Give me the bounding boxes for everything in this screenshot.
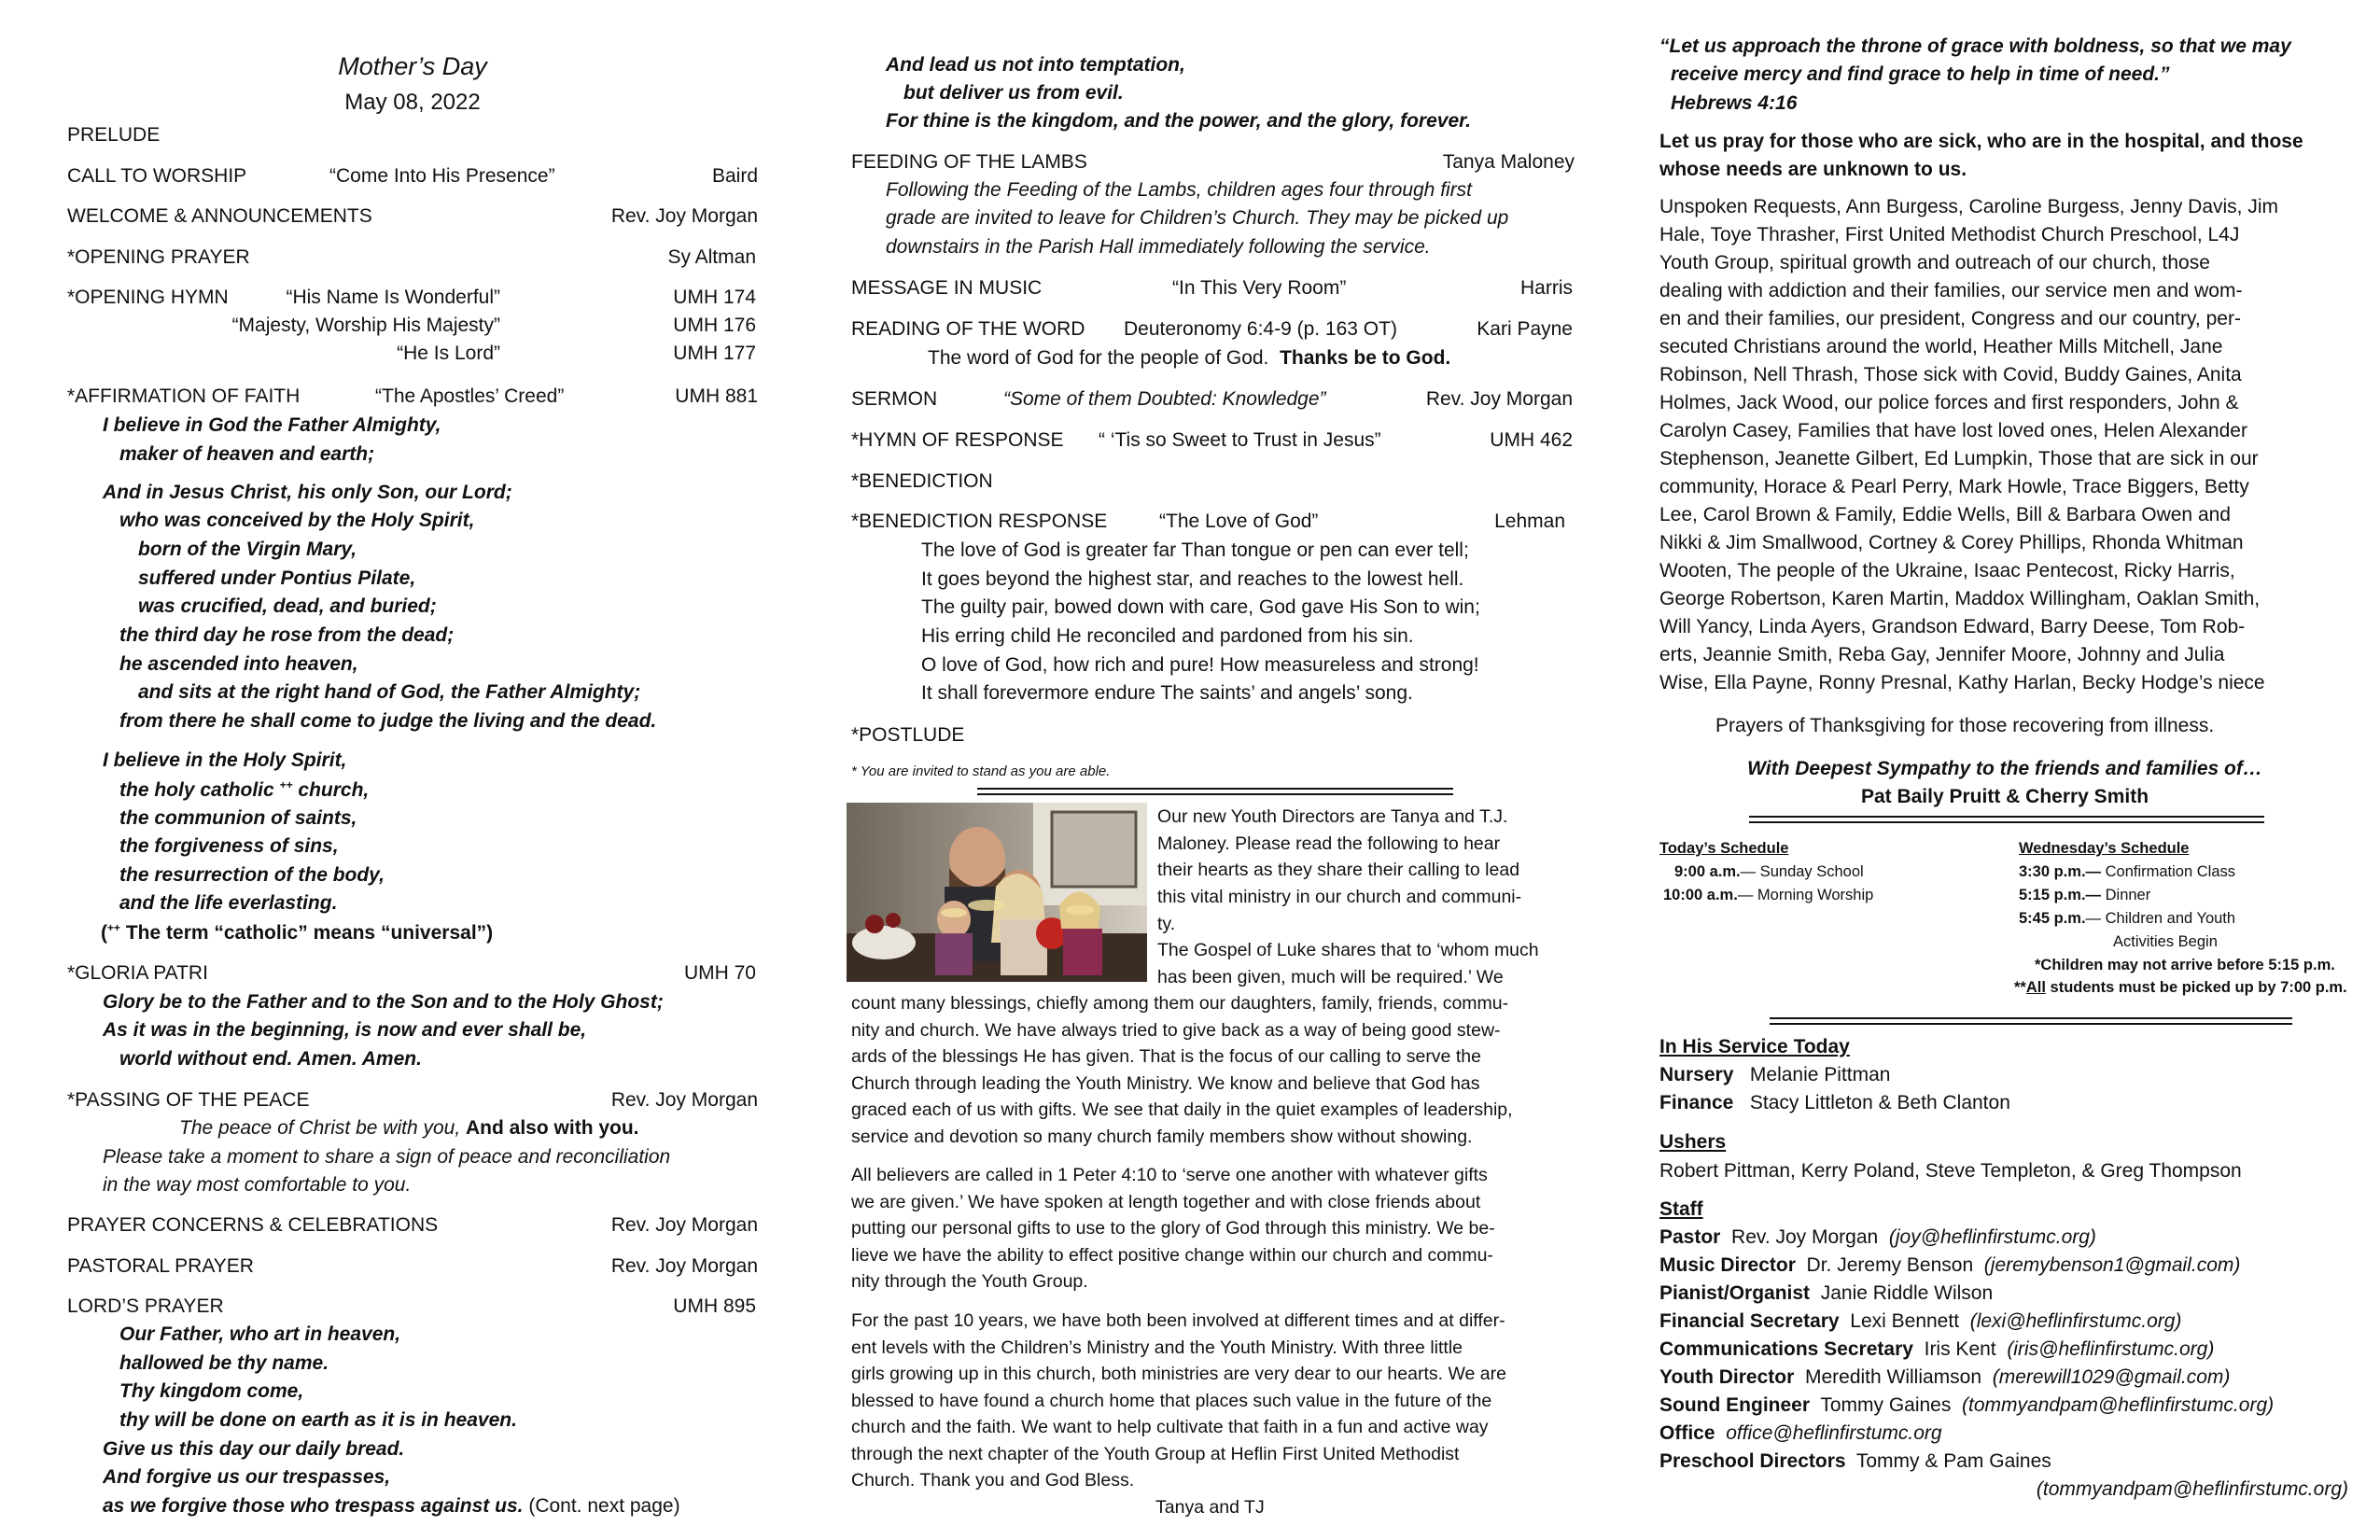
item-leader: UMH 895 — [673, 1295, 756, 1317]
item-label: PRAYER CONCERNS & CELEBRATIONS — [67, 1214, 439, 1236]
creed-line: was crucified, dead, and buried; — [138, 595, 437, 617]
prayer-line: For thine is the kingdom, and the power, and the glory, forever. — [886, 110, 1471, 132]
staff-email: (tommyandpam@heflinfirstumc.org) — [2036, 1478, 2348, 1500]
service-nursery — [1659, 1064, 1890, 1086]
prayer-list-line: Carolyn Casey, Families that have lost loved ones, Helen Alexander — [1659, 420, 2247, 441]
article-line: church and the faith. We want to help cultivate that faith in a fun and active way — [851, 1417, 1489, 1437]
item-label: LORD’S PRAYER — [67, 1295, 224, 1317]
creed-line: the third day he rose from the dead; — [119, 624, 455, 646]
creed-line: maker of heaven and earth; — [119, 443, 375, 465]
staff-role: Music Director — [1659, 1254, 1796, 1276]
article-line: nity and church. We have always tried to give back as a way of being good stew- — [851, 1020, 1501, 1041]
schedule-item — [1674, 863, 1864, 881]
order-item — [67, 1255, 758, 1281]
double-rule — [977, 788, 1453, 795]
creed-line: I believe in God the Father Almighty, — [103, 414, 441, 436]
staff-name: Meredith Williamson — [1804, 1366, 1982, 1388]
service-finance — [1659, 1092, 2010, 1114]
item-title: “In This Very Room” — [1172, 277, 1347, 299]
gloria-line: Glory be to the Father and to the Son and to the Holy Ghost; — [103, 991, 664, 1013]
lambs-line: grade are invited to leave for Children’s Church. They may be picked up — [886, 207, 1509, 229]
prayer-line: hallowed be thy name. — [119, 1352, 329, 1374]
article-line: their hearts as they share their calling to lead — [1157, 860, 1520, 880]
hymn-title: “He Is Lord” — [397, 343, 500, 364]
order-item — [851, 511, 1575, 537]
creed-line: suffered under Pontius Pilate, — [138, 567, 416, 589]
staff-row — [1659, 1226, 2096, 1249]
item-leader: Rev. Joy Morgan — [610, 1089, 758, 1111]
item-label: READING OF THE WORD — [851, 318, 1085, 340]
article-line: putting our personal gifts to use to the glory of God through this ministry. We be- — [851, 1218, 1495, 1239]
article-line: through the next chapter of the Youth Group at Heflin First United Methodist — [851, 1444, 1460, 1464]
prayer-line: And forgive us our trespasses, — [103, 1466, 391, 1488]
article-line: ards of the blessings He has given. That is the focus of our calling to serve the — [851, 1046, 1481, 1067]
order-item — [851, 724, 1575, 750]
double-rule — [1770, 1017, 2292, 1025]
note-emphasis: All — [2025, 979, 2046, 996]
gloria-line: world without end. Amen. Amen. — [119, 1048, 422, 1070]
prayer-list-line: Hale, Toye Thrasher, First United Methodist Church Preschool, L4J — [1659, 224, 2240, 245]
catholic-note — [101, 921, 493, 945]
schedule-note: *Children may not arrive before 5:15 p.m. — [2035, 957, 2335, 973]
article-line: has been given, much will be required.’ We — [1157, 967, 1504, 987]
staff-email: (tommyandpam@heflinfirstumc.org) — [1962, 1394, 2275, 1416]
item-label: *PASSING OF THE PEACE — [67, 1089, 310, 1111]
order-item — [67, 205, 758, 231]
youth-directors-photo — [847, 803, 1147, 982]
staff-role: Sound Engineer — [1659, 1394, 1811, 1416]
staff-role: Communications Secretary — [1659, 1338, 1913, 1360]
wednesday-schedule-title: Wednesday’s Schedule — [2019, 840, 2190, 857]
hymn-title: “Majesty, Worship His Majesty” — [231, 315, 500, 336]
prayer-heading: Let us pray for those who are sick, who are in the hospital, and those — [1659, 131, 2303, 152]
article-line: service and devotion so many church family members show without showing. — [851, 1127, 1473, 1147]
article-line: The Gospel of Luke shares that to ‘whom much — [1157, 940, 1539, 960]
staff-row — [1659, 1254, 2240, 1277]
ushers-names: Robert Pittman, Kerry Poland, Steve Templeton, & Greg Thompson — [1659, 1160, 2242, 1182]
creed-line: And in Jesus Christ, his only Son, our Lord; — [103, 482, 512, 503]
staff-name: Dr. Jeremy Benson — [1806, 1254, 1974, 1276]
double-rule — [1749, 816, 2264, 823]
staff-row — [1659, 1422, 1942, 1445]
article-line: this vital ministry in our church and communi- — [1157, 887, 1522, 907]
today-schedule-title: Today’s Schedule — [1659, 840, 1789, 857]
prayer-line: thy will be done on earth as it is in heaven. — [119, 1409, 517, 1431]
peace-instruction: in the way most comfortable to you. — [103, 1174, 412, 1196]
prayer-text: as we forgive those who trespass against us. — [103, 1495, 524, 1517]
sermon-title: “Some of them Doubted: Knowledge” — [1003, 388, 1326, 410]
creed-line: the forgiveness of sins, — [119, 835, 339, 857]
peace-line — [179, 1117, 639, 1140]
item-leader: Lehman — [1494, 511, 1565, 532]
item-leader: Rev. Joy Morgan — [610, 205, 758, 227]
staff-row — [1659, 1310, 2181, 1333]
hymn-verse-line: It shall forevermore endure The saints’ and angels’ song. — [921, 682, 1413, 704]
item-label: MESSAGE IN MUSIC — [851, 277, 1043, 299]
staff-name: Janie Riddle Wilson — [1820, 1282, 1994, 1304]
order-item-gloria — [67, 962, 758, 988]
reading-call: The word of God for the people of God. — [928, 347, 1269, 369]
reading-response — [928, 347, 1450, 370]
prayer-list-line: Youth Group, spiritual growth and outreach of our church, those — [1659, 252, 2210, 273]
prayer-list-line: Holmes, Jack Wood, our police forces and first responders, John & — [1659, 392, 2239, 413]
item-label: *OPENING HYMN — [67, 287, 229, 308]
staff-role: Youth Director — [1659, 1366, 1795, 1388]
article-line: ty. — [1157, 914, 1176, 934]
article-line: blessed to have found a church home that places such value in the future of the — [851, 1391, 1492, 1411]
page-title: Mother’s Day — [338, 52, 487, 80]
prayer-list-line: Nikki & Jim Smallwood, Cortney & Corey Phillips, Rhonda Whitman — [1659, 532, 2244, 553]
continued-note: (Cont. next page) — [528, 1495, 680, 1517]
prayer-line: but deliver us from evil. — [903, 82, 1124, 104]
order-item-lords-prayer — [67, 1295, 758, 1322]
article-line: lieve we have the ability to effect positive change within our church and commu- — [851, 1245, 1493, 1266]
schedule-time: 10:00 a.m. — [1663, 887, 1738, 903]
article-line: Church. Thank you and God Bless. — [851, 1470, 1135, 1491]
item-label: *AFFIRMATION OF FAITH — [67, 385, 301, 407]
staff-role: Office — [1659, 1422, 1715, 1444]
schedule-time: 9:00 a.m. — [1674, 863, 1741, 880]
prayer-list-line: Wise, Ella Payne, Ronny Presnal, Kathy Harlan, Becky Hodge’s niece — [1659, 672, 2265, 693]
item-leader: Harris — [1520, 277, 1573, 299]
staff-name: Iris Kent — [1924, 1338, 1996, 1360]
creed-line: and the life everlasting. — [119, 892, 338, 914]
creed-line: the communion of saints, — [119, 807, 357, 829]
item-title: “The Love of God” — [1159, 511, 1319, 532]
item-label: FEEDING OF THE LAMBS — [851, 151, 1087, 173]
staff-name: Tommy Gaines — [1820, 1394, 1952, 1416]
peace-instruction: Please take a moment to share a sign of peace and reconciliation — [103, 1146, 671, 1168]
order-item — [67, 246, 758, 273]
thanksgiving-line: Prayers of Thanksgiving for those recovering from illness. — [1715, 715, 2215, 736]
service-name: Stacy Littleton & Beth Clanton — [1749, 1092, 2010, 1113]
prayer-list-line: George Robertson, Karen Martin, Maddox Willingham, Oaklan Smith, — [1659, 588, 2261, 609]
service-title: In His Service Today — [1659, 1036, 1850, 1057]
schedule-event: Dinner — [2101, 887, 2151, 903]
order-item — [67, 1214, 758, 1240]
schedule-time: 5:15 p.m.— — [2019, 887, 2102, 903]
schedule-item — [2019, 863, 2235, 881]
article-line: graced each of us with gifts. We see that daily in the quiet examples of leadership, — [851, 1099, 1513, 1120]
item-label: WELCOME & ANNOUNCEMENTS — [67, 205, 372, 227]
prayer-line — [103, 1495, 680, 1518]
item-leader: Tanya Maloney — [1442, 151, 1575, 173]
item-leader: Rev. Joy Morgan — [1425, 388, 1573, 410]
item-label: SERMON — [851, 388, 938, 410]
hymn-verse-line: It goes beyond the highest star, and reaches to the lowest hell. — [921, 568, 1464, 590]
hymn-title: “His Name Is Wonderful” — [286, 287, 500, 308]
staff-row — [1659, 1282, 1993, 1305]
staff-email: (joy@heflinfirstumc.org) — [1888, 1226, 2096, 1248]
service-date: May 08, 2022 — [344, 90, 481, 115]
order-item-affirmation — [67, 385, 758, 412]
staff-role: Pianist/Organist — [1659, 1282, 1811, 1304]
verse-reference: Hebrews 4:16 — [1671, 92, 1798, 114]
item-label: *BENEDICTION — [851, 470, 993, 492]
item-label: *GLORIA PATRI — [67, 962, 208, 984]
article-line: nity through the Youth Group. — [851, 1271, 1088, 1292]
hymn-verse-line: The love of God is greater far Than tongue or pen can ever tell; — [921, 539, 1469, 561]
item-leader: Rev. Joy Morgan — [610, 1214, 758, 1236]
prayer-list-line: en and their families, our president, Congress and our country, per- — [1659, 308, 2241, 329]
order-item — [851, 388, 1575, 414]
prayer-list-line: Lee, Carol Brown & Family, Eddie Wells, Bill & Barbara Owen and — [1659, 504, 2231, 525]
creed-text-part: the holy catholic — [119, 779, 274, 801]
schedule-event: — Morning Worship — [1737, 887, 1874, 903]
staff-row — [1659, 1366, 2230, 1389]
stand-note: * You are invited to stand as you are able. — [851, 763, 1111, 779]
schedule-item — [1663, 887, 1873, 904]
prayer-list-line: community, Horace & Pearl Perry, Mark Howle, Trace Biggers, Betty — [1659, 476, 2249, 497]
note-text: students must be picked up by 7:00 p.m. — [2045, 979, 2347, 996]
ushers-title: Ushers — [1659, 1131, 1727, 1153]
service-role: Finance — [1659, 1092, 1734, 1113]
sympathy-heading: With Deepest Sympathy to the friends and families of… — [1747, 758, 2262, 779]
note-mark: ** — [2014, 979, 2026, 996]
prayer-line: Give us this day our daily bread. — [103, 1438, 405, 1460]
peace-response: And also with you. — [466, 1117, 639, 1139]
schedule-time: 3:30 p.m.— — [2019, 863, 2102, 880]
staff-row — [1659, 1450, 2051, 1473]
staff-role: Pastor — [1659, 1226, 1721, 1248]
prayer-line: Our Father, who art in heaven, — [119, 1323, 401, 1345]
hymn-verse-line: The guilty pair, bowed down with care, God gave His Son to win; — [921, 596, 1480, 618]
article-line: girls growing up in this church, both ministries are very dear to our hearts. We are — [851, 1364, 1506, 1384]
prayer-list-line: Will Yancy, Linda Ayers, Grandson Edward, Barry Deese, Tom Rob- — [1659, 616, 2246, 637]
prayer-heading: whose needs are unknown to us. — [1659, 159, 1967, 180]
hymn-number: UMH 174 — [673, 287, 756, 308]
staff-title: Staff — [1659, 1198, 1703, 1220]
staff-email: (lexi@heflinfirstumc.org) — [1969, 1310, 2182, 1332]
staff-name: Tommy & Pam Gaines — [1855, 1450, 2051, 1472]
article-line: count many blessings, chiefly among them our daughters, family, friends, commu- — [851, 993, 1509, 1014]
item-title: “ ‘Tis so Sweet to Trust in Jesus” — [1099, 429, 1381, 451]
dagger-mark: ++ — [107, 921, 121, 934]
staff-role: Preschool Directors — [1659, 1450, 1846, 1472]
service-role: Nursery — [1659, 1064, 1734, 1085]
order-item — [67, 124, 758, 150]
schedule-event: — Children and Youth — [2085, 910, 2236, 927]
verse-line: receive mercy and find grace to help in time of need.” — [1671, 63, 2170, 85]
staff-row — [1659, 1338, 2214, 1361]
creed-line — [119, 778, 369, 802]
item-label: PASTORAL PRAYER — [67, 1255, 254, 1277]
article-line: All believers are called in 1 Peter 4:10 to ‘serve one another with whatever gifts — [851, 1165, 1488, 1185]
order-item — [851, 318, 1575, 344]
staff-name: Rev. Joy Morgan — [1731, 1226, 1879, 1248]
creed-text-part: church, — [298, 779, 370, 801]
order-item — [851, 470, 1575, 497]
hymn-number: UMH 176 — [673, 315, 756, 336]
prayer-list-line: Robinson, Nell Thrash, Those sick with Covid, Buddy Gaines, Anita — [1659, 364, 2242, 385]
item-leader: Kari Payne — [1477, 318, 1573, 340]
creed-line: from there he shall come to judge the living and the dead. — [119, 710, 657, 732]
staff-email: (jeremybenson1@gmail.com) — [1983, 1254, 2241, 1276]
peace-call: The peace of Christ be with you, — [179, 1117, 461, 1139]
staff-email: office@heflinfirstumc.org — [1726, 1422, 1942, 1444]
verse-line: “Let us approach the throne of grace with boldness, so that we may — [1659, 35, 2291, 57]
gloria-line: As it was in the beginning, is now and ever shall be, — [103, 1019, 587, 1041]
item-label: CALL TO WORSHIP — [67, 165, 247, 187]
paren: ( — [101, 922, 107, 944]
creed-line: and sits at the right hand of God, the Father Almighty; — [138, 681, 641, 703]
family-photo-image — [847, 803, 1147, 982]
order-item — [67, 165, 758, 191]
order-item — [851, 429, 1575, 455]
creed-line: I believe in the Holy Spirit, — [103, 749, 347, 771]
item-label: *POSTLUDE — [851, 724, 965, 746]
item-leader: UMH 881 — [675, 385, 758, 407]
schedule-event: — Sunday School — [1740, 863, 1864, 880]
item-leader: Baird — [711, 165, 758, 187]
item-label: *BENEDICTION RESPONSE — [851, 511, 1108, 532]
hymn-line — [67, 315, 758, 341]
hymn-number: UMH 177 — [673, 343, 756, 364]
note-text: The term “catholic” means “universal”) — [125, 922, 494, 944]
schedule-note — [2014, 979, 2347, 997]
article-signature: Tanya and TJ — [1155, 1497, 1265, 1518]
lambs-line: downstairs in the Parish Hall immediately following the service. — [886, 236, 1431, 258]
item-title: “Come Into His Presence” — [329, 165, 555, 187]
prayer-line: Thy kingdom come, — [119, 1380, 304, 1402]
order-item-lambs — [851, 151, 1575, 177]
hymn-verse-line: O love of God, how rich and pure! How measureless and strong! — [921, 654, 1479, 676]
item-label: PRELUDE — [67, 124, 161, 146]
article-line: For the past 10 years, we have both been involved at different times and at differ- — [851, 1310, 1505, 1331]
item-leader: Sy Altman — [667, 246, 756, 268]
prayer-list-line: Wooten, The people of the Ukraine, Isaac Pentecost, Ricky Harris, — [1659, 560, 2235, 581]
schedule-event-cont: Activities Begin — [2113, 933, 2218, 950]
article-line: ent levels with the Children’s Ministry and the Youth Ministry. With three little — [851, 1337, 1463, 1358]
item-title: Deuteronomy 6:4-9 (p. 163 OT) — [1124, 318, 1397, 340]
hymn-line — [67, 343, 758, 369]
prayer-list-line: secuted Christians around the world, Heather Mills Mitchell, Jane — [1659, 336, 2223, 357]
creed-line: born of the Virgin Mary, — [138, 539, 357, 560]
lambs-line: Following the Feeding of the Lambs, children ages four through first — [886, 179, 1473, 201]
sympathy-names: Pat Baily Pruitt & Cherry Smith — [1860, 786, 2149, 807]
staff-email: (iris@heflinfirstumc.org) — [2007, 1338, 2215, 1360]
order-item-hymns — [67, 287, 758, 313]
item-leader: UMH 70 — [683, 962, 756, 984]
prayer-list-line: dealing with addiction and their families, our service men and wom- — [1659, 280, 2243, 301]
item-label: *OPENING PRAYER — [67, 246, 250, 268]
order-item-peace — [67, 1089, 758, 1115]
prayer-line: And lead us not into temptation, — [886, 54, 1185, 76]
schedule-time: 5:45 p.m. — [2019, 910, 2086, 927]
item-title: “The Apostles’ Creed” — [375, 385, 565, 407]
order-item — [851, 277, 1575, 303]
article-line: Maloney. Please read the following to hear — [1157, 833, 1501, 854]
prayer-list-line: erts, Jeannie Smith, Reba Gay, Jennifer Moore, Johnny and Julia — [1659, 644, 2225, 665]
article-line: Church through leading the Youth Ministry. We know and believe that God has — [851, 1073, 1480, 1094]
creed-line: he ascended into heaven, — [119, 653, 358, 675]
schedule-event: Confirmation Class — [2101, 863, 2235, 880]
service-name: Melanie Pittman — [1749, 1064, 1891, 1085]
item-leader: UMH 462 — [1490, 429, 1573, 451]
staff-row — [1659, 1394, 2274, 1417]
hymn-verse-line: His erring child He reconciled and pardoned from his sin. — [921, 625, 1414, 647]
creed-line: the resurrection of the body, — [119, 864, 385, 886]
item-label: *HYMN OF RESPONSE — [851, 429, 1064, 451]
schedule-item — [2019, 887, 2150, 904]
staff-name: Lexi Bennett — [1850, 1310, 1960, 1332]
article-line: we are given.’ We have spoken at length together and with close friends about — [851, 1192, 1481, 1212]
item-leader: Rev. Joy Morgan — [610, 1255, 758, 1277]
schedule-item — [2019, 910, 2235, 928]
prayer-list-line: Unspoken Requests, Ann Burgess, Caroline Burgess, Jenny Davis, Jim — [1659, 196, 2278, 217]
staff-email: (merewill1029@gmail.com) — [1992, 1366, 2231, 1388]
dagger-mark: ++ — [279, 778, 293, 791]
staff-role: Financial Secretary — [1659, 1310, 1840, 1332]
prayer-list-line: Stephenson, Jeanette Gilbert, Ed Lumpkin, Those that are sick in our — [1659, 448, 2259, 469]
article-line: Our new Youth Directors are Tanya and T.J. — [1157, 806, 1508, 827]
reading-answer: Thanks be to God. — [1280, 347, 1451, 369]
creed-line: who was conceived by the Holy Spirit, — [119, 510, 475, 531]
